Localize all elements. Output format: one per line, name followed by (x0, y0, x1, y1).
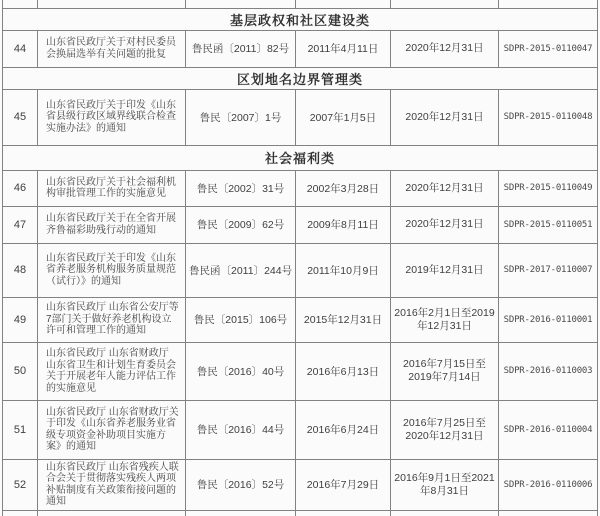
cell-code: SDPR-2017-0110007 (499, 243, 598, 297)
cell-title: 山东省民政厅 山东省财政厅关于印发《山东省养老服务业省级专项资金补助项目实施方案》的通知 (38, 400, 186, 459)
cell-title: 山东省民政厅关于社会福利机构审批管理工作的实施意见 (38, 170, 186, 206)
table-row (3, 243, 598, 297)
cell-doc-number: 鲁民函〔2011〕244号 (186, 243, 296, 297)
partial-cell (391, 510, 499, 516)
cell-code: SDPR-2016-0110004 (499, 400, 598, 459)
table-row (3, 206, 598, 243)
cell-number: 45 (3, 89, 38, 145)
cell-validity: 2020年12月31日 (391, 206, 499, 243)
cell-issue-date: 2016年6月13日 (296, 342, 391, 400)
cell-number: 50 (3, 342, 38, 400)
cell-doc-number: 鲁民函〔2011〕82号 (186, 30, 296, 67)
cell-doc-number: 鲁民〔2015〕106号 (186, 297, 296, 342)
cell-code: SDPR-2016-0110001 (499, 297, 598, 342)
cell-issue-date: 2009年8月11日 (296, 206, 391, 243)
cell-title: 山东省民政厅关于在全省开展齐鲁福彩助残行动的通知 (38, 206, 186, 243)
cell-code: SDPR-2015-0110051 (499, 206, 598, 243)
cell-code: SDPR-2015-0110047 (499, 30, 598, 67)
cell-title: 山东省民政厅关于印发《山东省养老服务机构服务质量规范（试行）》的通知 (38, 243, 186, 297)
cell-code: SDPR-2015-0110048 (499, 89, 598, 145)
partial-cell (186, 510, 296, 516)
partial-row (3, 510, 598, 516)
category-header: 区划地名边界管理类 (3, 67, 598, 89)
cell-validity: 2016年7月15日至2019年7月14日 (391, 342, 499, 400)
cell-number: 48 (3, 243, 38, 297)
cell-issue-date: 2007年1月5日 (296, 89, 391, 145)
partial-cell (186, 0, 296, 8)
cell-doc-number: 鲁民〔2016〕44号 (186, 400, 296, 459)
cell-issue-date: 2011年4月11日 (296, 30, 391, 67)
cell-number: 47 (3, 206, 38, 243)
table-row (3, 30, 598, 67)
partial-cell (296, 0, 391, 8)
partial-cell (38, 0, 186, 8)
cell-number: 44 (3, 30, 38, 67)
cell-validity: 2020年12月31日 (391, 89, 499, 145)
cell-number: 49 (3, 297, 38, 342)
cell-number: 52 (3, 459, 38, 510)
category-row (3, 145, 598, 170)
cell-title: 山东省民政厅 山东省公安厅等7部门关于做好养老机构设立许可和管理工作的通知 (38, 297, 186, 342)
cell-validity: 2016年2月1日至2019年12月31日 (391, 297, 499, 342)
cell-validity: 2016年7月25日至2020年12月31日 (391, 400, 499, 459)
cell-doc-number: 鲁民〔2016〕40号 (186, 342, 296, 400)
partial-cell (499, 0, 598, 8)
category-header: 社会福利类 (3, 145, 598, 170)
cell-issue-date: 2015年12月31日 (296, 297, 391, 342)
cell-issue-date: 2002年3月28日 (296, 170, 391, 206)
cell-validity: 2019年12月31日 (391, 243, 499, 297)
table-body (3, 0, 598, 516)
cell-issue-date: 2016年6月24日 (296, 400, 391, 459)
cell-validity: 2020年12月31日 (391, 30, 499, 67)
cell-doc-number: 鲁民〔2016〕52号 (186, 459, 296, 510)
table-row (3, 400, 598, 459)
cell-number: 46 (3, 170, 38, 206)
cell-code: SDPR-2016-0110003 (499, 342, 598, 400)
partial-cell (499, 510, 598, 516)
cell-title: 山东省民政厅 山东省财政厅 山东省卫生和计划生育委员会关于开展老年人能力评估工作的实施意见 (38, 342, 186, 400)
cell-code: SDPR-2015-0110049 (499, 170, 598, 206)
table-row (3, 170, 598, 206)
table-row (3, 342, 598, 400)
cell-validity: 2020年12月31日 (391, 170, 499, 206)
cell-title: 山东省民政厅 山东省残疾人联合会关于贯彻落实残疾人两项补贴制度有关政策衔接问题的通知 (38, 459, 186, 510)
category-header: 基层政权和社区建设类 (3, 8, 598, 30)
regulation-table (2, 0, 598, 516)
cell-doc-number: 鲁民〔2002〕31号 (186, 170, 296, 206)
cell-title: 山东省民政厅关于印发《山东省县级行政区域界线联合检查实施办法》的通知 (38, 89, 186, 145)
cell-title: 山东省民政厅关于对村民委员会换届选举有关问题的批复 (38, 30, 186, 67)
cell-issue-date: 2011年10月9日 (296, 243, 391, 297)
partial-cell (3, 510, 38, 516)
partial-cell (3, 0, 38, 8)
cell-doc-number: 鲁民〔2007〕1号 (186, 89, 296, 145)
partial-cell (38, 510, 186, 516)
cell-issue-date: 2016年7月29日 (296, 459, 391, 510)
partial-row (3, 0, 598, 8)
table-row (3, 89, 598, 145)
category-row (3, 8, 598, 30)
category-row (3, 67, 598, 89)
table-row (3, 459, 598, 510)
partial-cell (296, 510, 391, 516)
partial-cell (391, 0, 499, 8)
cell-validity: 2016年9月1日至2021年8月31日 (391, 459, 499, 510)
cell-code: SDPR-2016-0110006 (499, 459, 598, 510)
table-row (3, 297, 598, 342)
cell-number: 51 (3, 400, 38, 459)
cell-doc-number: 鲁民〔2009〕62号 (186, 206, 296, 243)
